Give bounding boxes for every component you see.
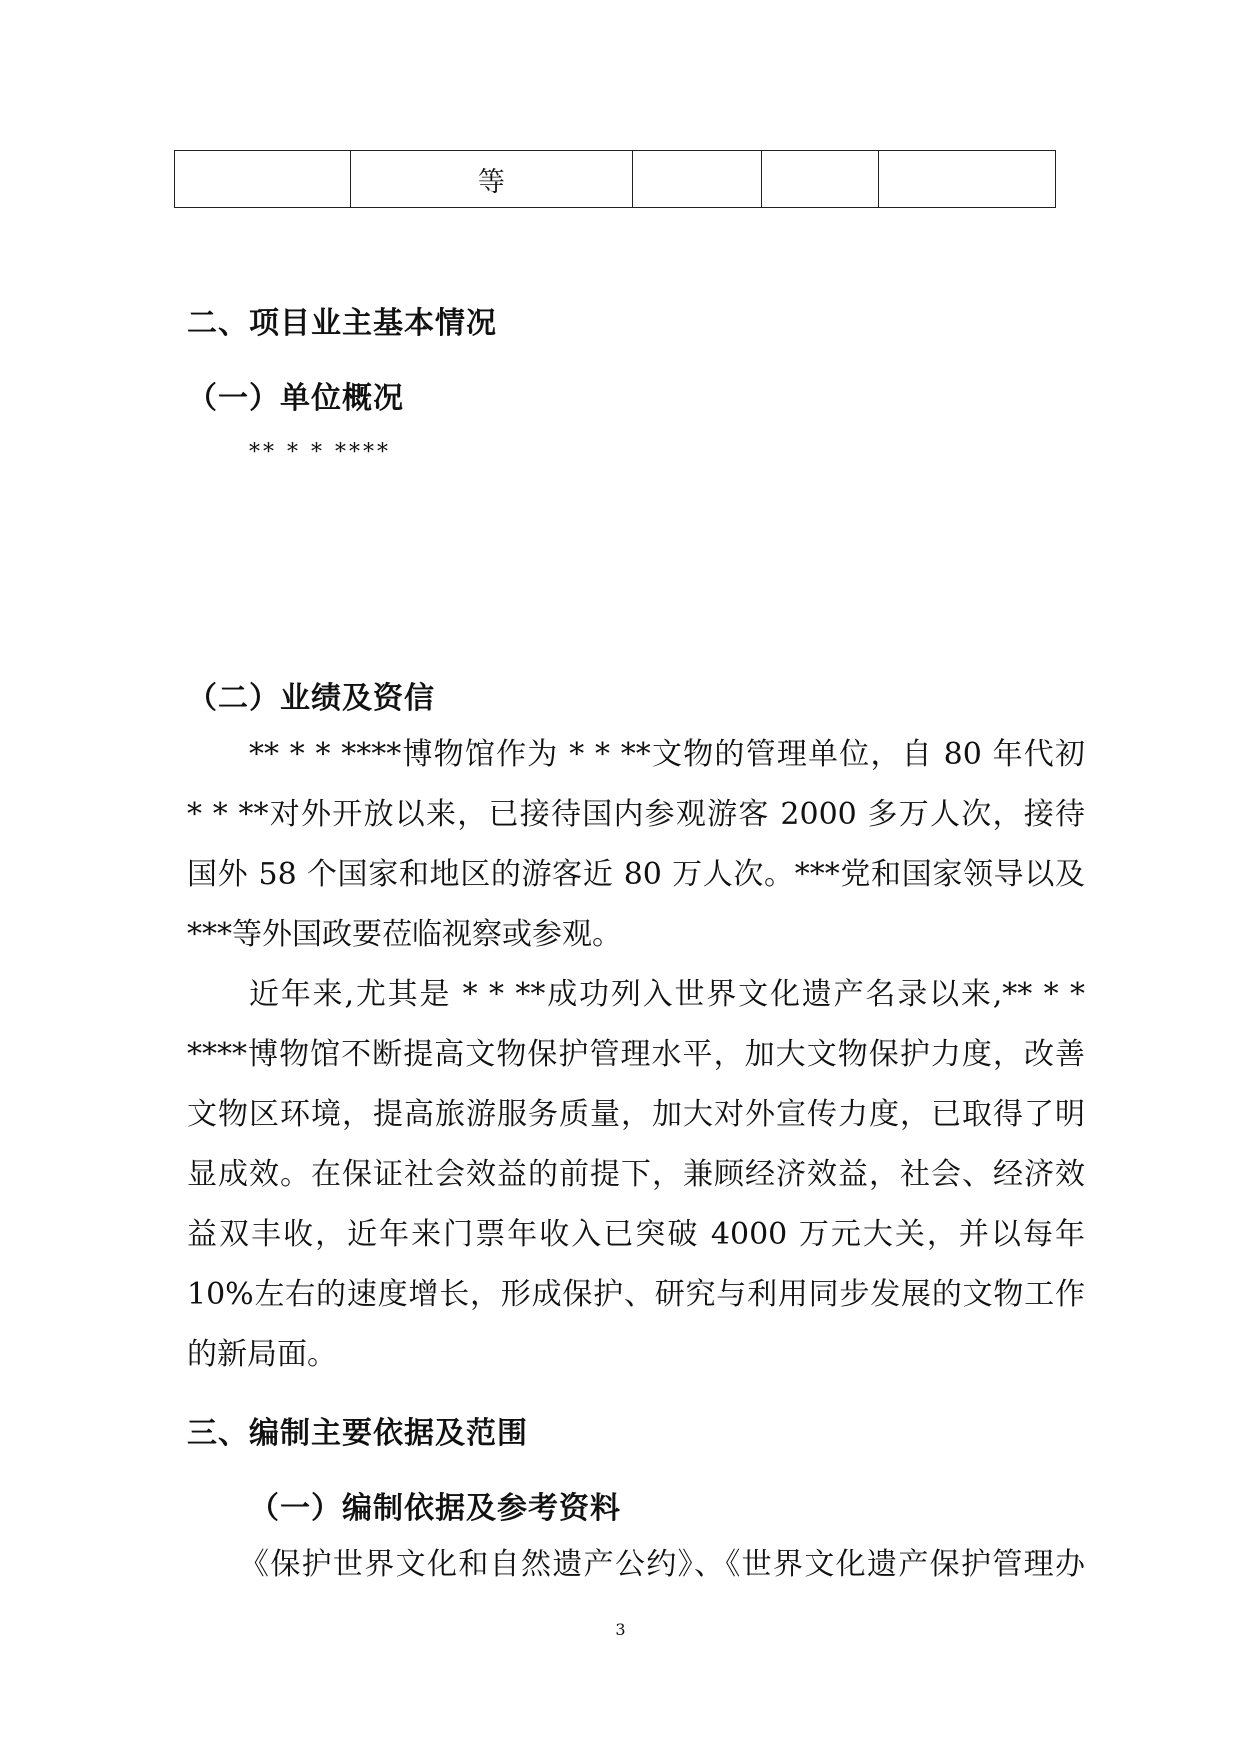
subsection-heading: （二）业绩及资信	[187, 681, 435, 716]
paragraph-line: 的新局面。	[187, 1337, 337, 1372]
table-cell	[761, 151, 878, 208]
section-heading: 三、编制主要依据及范围	[187, 1416, 528, 1451]
table-cell	[175, 151, 351, 208]
section-heading: 二、项目业主基本情况	[187, 306, 497, 341]
paragraph-line: ** * * ****博物馆作为 * * **文物的管理单位，自 80 年代初	[249, 737, 1085, 772]
page-number: 3	[615, 1620, 626, 1639]
table-fragment	[174, 150, 1056, 208]
paragraph-line: * * **对外开放以来，已接待国内参观游客 2000 多万人次，接待	[187, 797, 1085, 832]
paragraph-line: 近年来,尤其是 * * **成功列入世界文化遗产名录以来,** * *	[249, 977, 1085, 1012]
table-cell	[878, 151, 1055, 208]
paragraph-line: 益双丰收，近年来门票年收入已突破 4000 万元大关，并以每年	[187, 1217, 1085, 1252]
table-cell: 等	[351, 151, 632, 208]
paragraph-line: 文物区环境，提高旅游服务质量，加大对外宣传力度，已取得了明	[187, 1097, 1085, 1132]
placeholder-text: ** * * ****	[249, 440, 391, 465]
paragraph-line: 《保护世界文化和自然遗产公约》、《世界文化遗产保护管理办	[239, 1547, 1085, 1582]
paragraph-line: ***等外国政要莅临视察或参观。	[187, 917, 622, 952]
paragraph-line: 国外 58 个国家和地区的游客近 80 万人次。***党和国家领导以及	[187, 857, 1085, 892]
table-cell	[632, 151, 761, 208]
paragraph-line: 显成效。在保证社会效益的前提下，兼顾经济效益，社会、经济效	[187, 1157, 1085, 1192]
table-row	[175, 151, 1056, 208]
paragraph-line: ****博物馆不断提高文物保护管理水平，加大文物保护力度，改善	[187, 1037, 1085, 1072]
subsection-heading: （一）单位概况	[187, 381, 404, 416]
subsection-heading: （一）编制依据及参考资料	[249, 1491, 621, 1526]
paragraph-line: 10%左右的速度增长，形成保护、研究与利用同步发展的文物工作	[187, 1277, 1085, 1312]
